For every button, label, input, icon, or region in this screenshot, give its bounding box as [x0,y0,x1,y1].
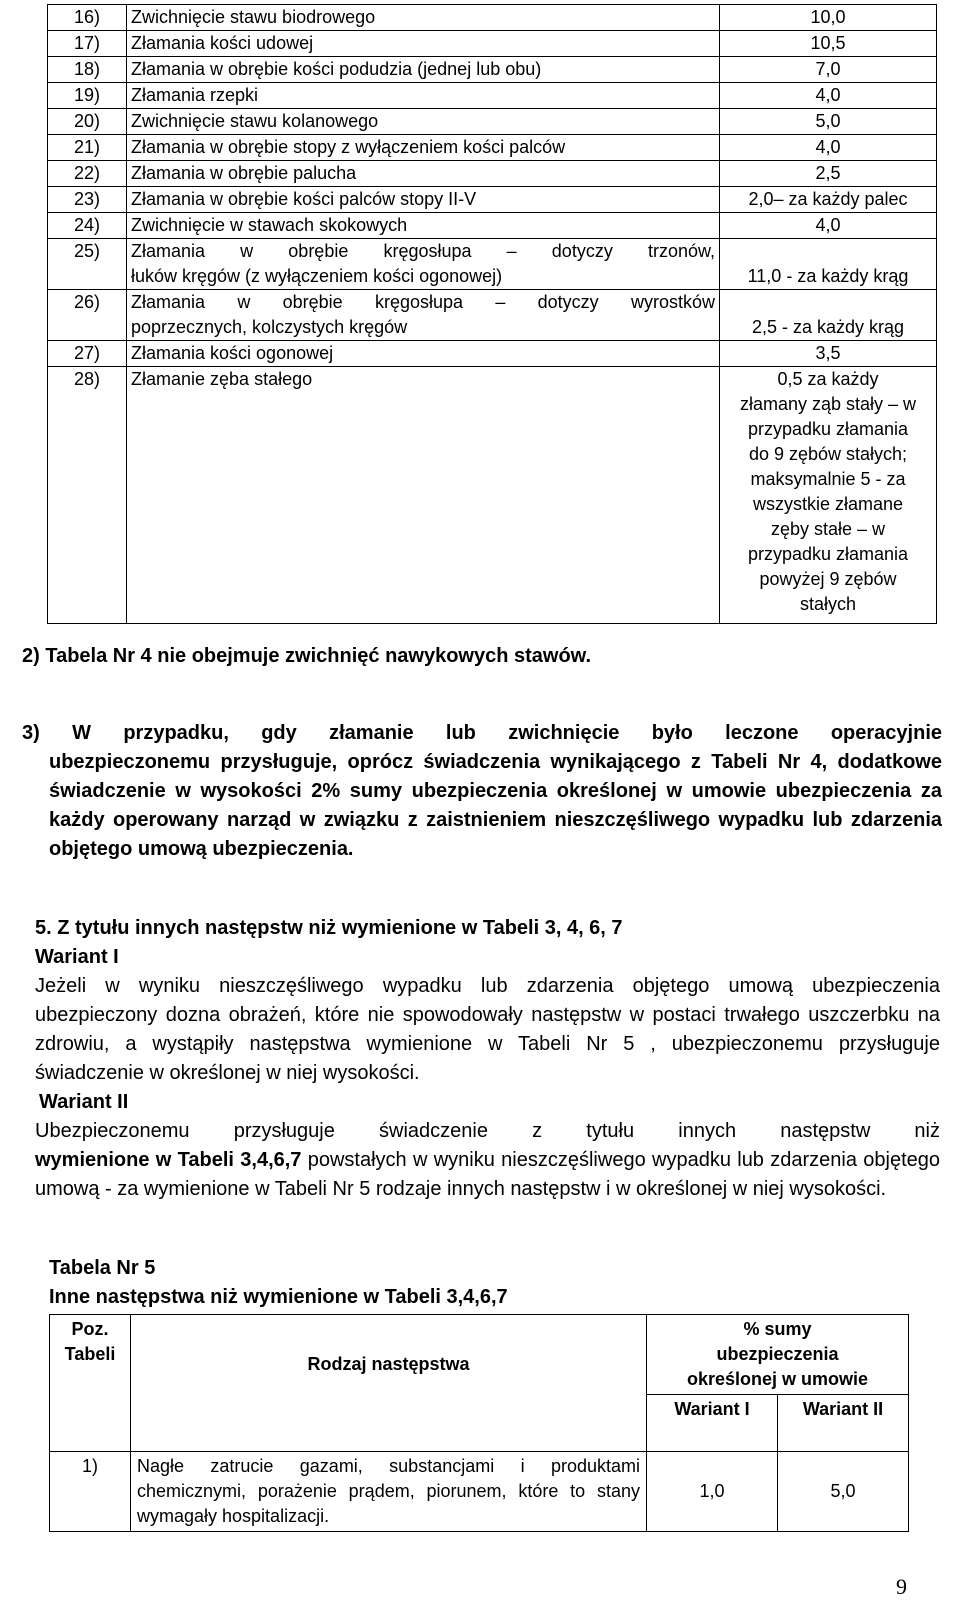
row-value-line: złamany ząb stały – w [739,394,917,414]
paragraph-3-body: ubezpieczonemu przysługuje, oprócz świadczenia wynikającego z Tabeli Nr 4, dodatkowe świadczenie w wysokości 2% sumy ubezpieczenia określonej w umowie ubezpieczenia za każdy operowany narząd w związku z zaistnieniem nieszczęśliwego wypadku lub zdarzenia objętego umową ubezpieczenia. [49,751,942,860]
header-wariant-1: Wariant I [647,1395,778,1452]
variant-1-text: Jeżeli w wyniku nieszczęśliwego wypadku lub zdarzenia objętego umową ubezpieczenia ubezpieczony dozna obrażeń, które nie spowodowały następstw w postaci trwałego uszczerbku na zdrowiu, a wystąpiły następstwa wymienione w Tabeli Nr 5 , ubezpieczonemu przysługuje świadczenie w określonej w niej wysokości. [35,975,940,1084]
table-row [48,31,937,57]
row-number: 25) [48,239,127,290]
header-poz: Poz. Tabeli [50,1315,131,1452]
section-5 [35,914,940,1204]
row-number: 21) [48,135,127,161]
row-number: 23) [48,187,127,213]
row-description: Zwichnięcie w stawach skokowych [127,213,720,239]
table-row [48,213,937,239]
row-description: Zwichnięcie stawu biodrowego [127,5,720,31]
row-number: 18) [48,57,127,83]
row-description: Złamania w obrębie palucha [127,161,720,187]
row-wariant-2: 5,0 [778,1452,909,1532]
row-description: Złamania kości udowej [127,31,720,57]
row-num: 1) [50,1452,131,1532]
row-number: 17) [48,31,127,57]
table-row [48,83,937,109]
row-description-line: Złamania w obrębie kręgosłupa – dotyczy trzonów, [131,241,715,261]
variant-2-bold: wymienione w Tabeli 3,4,6,7 [35,1149,302,1171]
row-value-line: przypadku złamania [747,544,909,564]
table-5-title-block [49,1254,508,1312]
table-row [48,341,937,367]
row-description: Zwichnięcie stawu kolanowego [127,109,720,135]
row-number: 22) [48,161,127,187]
paragraph-3-first-line: 3) W przypadku, gdy złamanie lub zwichnięcie było leczone operacyjnie [22,722,942,744]
row-value: 2,5 [720,161,937,187]
variant-1-label: Wariant I [35,946,119,968]
row-value: 10,5 [720,31,937,57]
row-number: 27) [48,341,127,367]
row-description [127,239,720,290]
table-row [48,187,937,213]
row-value: 2,0– za każdy palec [720,187,937,213]
variant-2-label: Wariant II [39,1091,129,1113]
row-value-line: do 9 zębów stałych; [748,444,908,464]
table-row [48,57,937,83]
row-number: 24) [48,213,127,239]
row-value: 4,0 [720,135,937,161]
row-value-line: przypadku złamania [747,419,909,439]
row-description: Złamania w obrębie stopy z wyłączeniem kości palców [127,135,720,161]
row-number: 16) [48,5,127,31]
row-value: 5,0 [720,109,937,135]
table-row [48,161,937,187]
row-description: Złamania kości ogonowej [127,341,720,367]
variant-2-rest: powstałych w wyniku nieszczęśliwego wypadku lub zdarzenia objętego umową - za wymienione w Tabeli Nr 5 rodzaje innych następstw i w określonej w niej wysokości. [35,1149,941,1200]
header-wariant-2: Wariant II [778,1395,909,1452]
row-value-line: 0,5 za każdy [777,369,879,389]
table-5 [49,1314,909,1532]
table-row [50,1452,909,1532]
row-wariant-1: 1,0 [647,1452,778,1532]
row-value-line: powyżej 9 zębów [759,569,897,589]
row-value: 4,0 [720,213,937,239]
row-value: 11,0 - za każdy krąg [720,239,937,290]
table-5-subtitle: Inne następstwa niż wymienione w Tabeli 3,4,6,7 [49,1286,508,1308]
row-value-line: wszystkie złamane [752,494,904,514]
table-5-title: Tabela Nr 5 [49,1257,156,1279]
row-value: 4,0 [720,83,937,109]
row-number: 19) [48,83,127,109]
row-value [720,367,937,624]
paragraph-3 [22,719,942,864]
row-value-line: stałych [799,594,857,614]
table-row [48,367,937,624]
note-2: 2) Tabela Nr 4 nie obejmuje zwichnięć nawykowych stawów. [22,645,592,667]
row-value: 2,5 - za każdy krąg [720,290,937,341]
row-description-line: poprzecznych, kolczystych kręgów [131,317,408,337]
table-row [48,135,937,161]
row-value: 10,0 [720,5,937,31]
table-row [48,239,937,290]
row-value: 7,0 [720,57,937,83]
table-row [48,109,937,135]
row-description-line: łuków kręgów (z wyłączeniem kości ogonowej) [131,266,503,286]
row-value-line: maksymalnie 5 - za [750,469,906,489]
row-description: Złamania rzepki [127,83,720,109]
row-description: Złamania w obrębie kości palców stopy II-V [127,187,720,213]
variant-2-line1: Ubezpieczonemu przysługuje świadczenie z tytułu innych następstw niż [35,1120,940,1142]
row-number: 28) [48,367,127,624]
row-description: Złamania w obrębie kości podudzia (jednej lub obu) [127,57,720,83]
row-value: 3,5 [720,341,937,367]
table-4 [47,4,937,624]
row-number: 26) [48,290,127,341]
header-suma: % sumy ubezpieczenia określonej w umowie [647,1315,909,1395]
row-desc: Nagłe zatrucie gazami, substancjami i produktami chemicznymi, porażenie prądem, piorunem, które to stany wymagały hospitalizacji. [131,1452,647,1532]
row-description: Złamanie zęba stałego [127,367,720,624]
table-row [48,5,937,31]
header-rodzaj: Rodzaj następstwa [131,1315,647,1452]
row-description-line: Złamania w obrębie kręgosłupa – dotyczy wyrostków [131,292,715,312]
row-number: 20) [48,109,127,135]
variant-2-text [35,1146,940,1204]
section-5-heading: 5. Z tytułu innych następstw niż wymienione w Tabeli 3, 4, 6, 7 [35,917,623,939]
table-row [48,290,937,341]
page-number: 9 [896,1574,907,1599]
row-value-line: zęby stałe – w [770,519,886,539]
row-description [127,290,720,341]
